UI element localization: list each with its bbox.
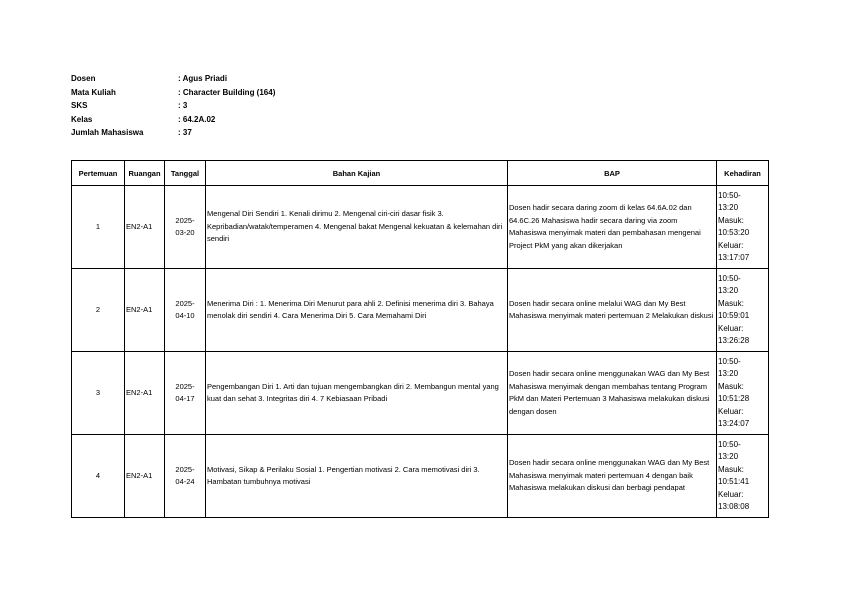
cell-bap: Dosen hadir secara daring zoom di kelas 64.6A.02 dan 64.6C.26 Mahasiswa hadir secara daring via zoom Mahasiswa menyimak materi dan pembahasan mengenai Project PkM yang akan dikerjakan [508, 186, 717, 269]
cell-ruangan: EN2-A1 [125, 269, 165, 352]
cell-ruangan: EN2-A1 [125, 435, 165, 518]
header-kehadiran: Kehadiran [717, 161, 769, 186]
table-row [72, 186, 769, 269]
cell-bap: Dosen hadir secara online melalui WAG dan My Best Mahasiswa menyimak materi pertemuan 2 Melakukan diskusi [508, 269, 717, 352]
info-label: Mata Kuliah [71, 87, 116, 97]
cell-pertemuan: 4 [72, 435, 125, 518]
info-value: : 3 [178, 101, 188, 111]
table-header-row [72, 161, 769, 186]
table-row [72, 435, 769, 518]
info-row-mata-kuliah [71, 86, 275, 100]
info-row-kelas [71, 113, 275, 127]
info-label: Dosen [71, 74, 96, 83]
cell-tanggal: 2025- 04-24 [165, 435, 206, 518]
course-info [71, 72, 275, 140]
info-value: : Character Building (164) [178, 87, 276, 97]
info-value: : 37 [178, 128, 192, 138]
info-row-jumlah-mahasiswa [71, 126, 275, 140]
cell-ruangan: EN2-A1 [125, 186, 165, 269]
cell-tanggal: 2025- 03-20 [165, 186, 206, 269]
info-label: SKS [71, 101, 88, 111]
info-row-sks [71, 99, 275, 113]
cell-pertemuan: 1 [72, 186, 125, 269]
header-tanggal: Tanggal [165, 161, 206, 186]
info-row-dosen [71, 72, 275, 86]
cell-pertemuan: 2 [72, 269, 125, 352]
cell-bahan-kajian: Pengembangan Diri 1. Arti dan tujuan mengembangkan diri 2. Membangun mental yang kuat dan sehat 3. Integritas diri 4. 7 Kebiasaan Pribadi [206, 352, 508, 435]
header-bap: BAP [508, 161, 717, 186]
header-bahan-kajian: Bahan Kajian [206, 161, 508, 186]
cell-pertemuan: 3 [72, 352, 125, 435]
cell-kehadiran: 10:50- 13:20 Masuk: 10:51:41 Keluar: 13:08:08 [717, 435, 769, 518]
cell-tanggal: 2025- 04-10 [165, 269, 206, 352]
header-pertemuan: Pertemuan [72, 161, 125, 186]
cell-bahan-kajian: Menerima Diri : 1. Menerima Diri Menurut para ahli 2. Definisi menerima diri 3. Bahaya menolak diri sendiri 4. Cara Menerima Diri 5. Cara Memahami Diri [206, 269, 508, 352]
info-value: : Agus Priadi [178, 74, 228, 83]
cell-kehadiran: 10:50- 13:20 Masuk: 10:53:20 Keluar: 13:17:07 [717, 186, 769, 269]
info-label: Jumlah Mahasiswa [71, 128, 144, 138]
cell-bahan-kajian: Mengenal Diri Sendiri 1. Kenali dirimu 2. Mengenal ciri-ciri dasar fisik 3. Kepribadian/watak/temperamen 4. Mengenal bakat Mengenal kekuatan & kelemahan diri sendiri [206, 186, 508, 269]
cell-bap: Dosen hadir secara online menggunakan WAG dan My Best Mahasiswa menyimak dengan membahas tentang Program PkM dan Materi Pertemuan 3 Mahasiswa melakukan diskusi dengan dosen [508, 352, 717, 435]
cell-ruangan: EN2-A1 [125, 352, 165, 435]
cell-kehadiran: 10:50- 13:20 Masuk: 10:51:28 Keluar: 13:24:07 [717, 352, 769, 435]
cell-kehadiran: 10:50- 13:20 Masuk: 10:59:01 Keluar: 13:26:28 [717, 269, 769, 352]
table-row [72, 352, 769, 435]
table-row [72, 269, 769, 352]
header-ruangan: Ruangan [125, 161, 165, 186]
cell-bap: Dosen hadir secara online menggunakan WAG dan My Best Mahasiswa menyimak materi pertemuan 4 dengan baik Mahasiswa melakukan diskusi dan berbagi pendapat [508, 435, 717, 518]
cell-bahan-kajian: Motivasi, Sikap & Perilaku Sosial 1. Pengertian motivasi 2. Cara memotivasi diri 3. Hambatan tumbuhnya motivasi [206, 435, 508, 518]
info-value: : 64.2A.02 [178, 114, 216, 124]
info-label: Kelas [71, 114, 93, 124]
attendance-table [71, 160, 769, 518]
cell-tanggal: 2025- 04-17 [165, 352, 206, 435]
